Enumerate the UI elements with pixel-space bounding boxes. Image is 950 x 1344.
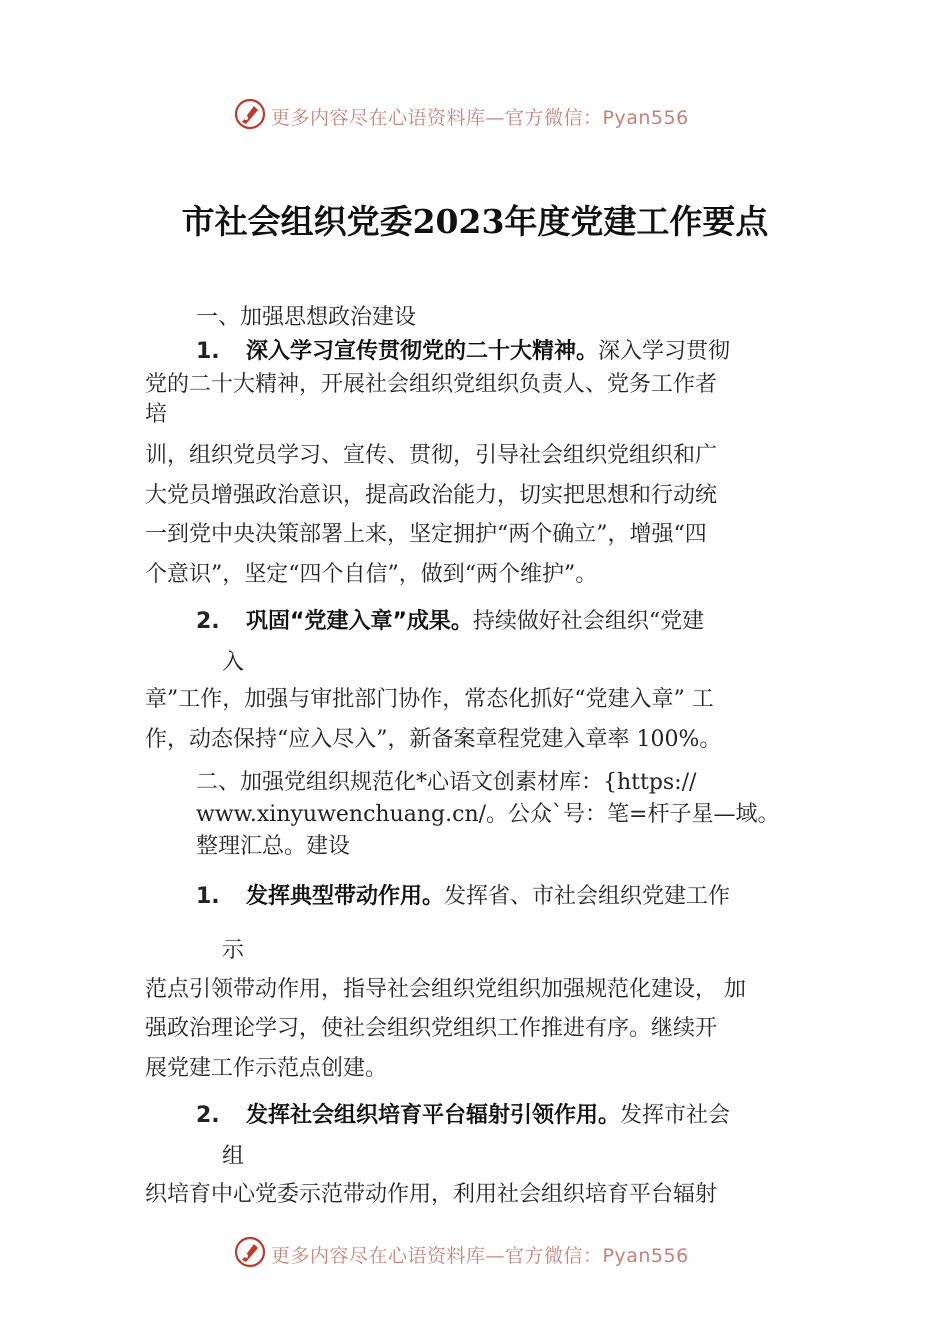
pen-nib-logo-icon [233, 1235, 267, 1269]
wechat-id: Pyan556 [602, 107, 689, 129]
paragraph-line: 展党建工作示范点创建。 [145, 1056, 388, 1081]
paragraph-line: 强政治理论学习，使社会组织党组织工作推进有序。继续开 [145, 1016, 718, 1041]
paragraph-line: 作，动态保持“应入尽入”，新备案章程党建入章率 100%。 [145, 727, 722, 752]
paragraph-line: 织培育中心党委示范带动作用，利用社会组织培育平台辐射 [145, 1182, 718, 1207]
paragraph-line: 1. 深入学习宣传贯彻党的二十大精神。深入学习贯彻 [196, 339, 731, 364]
paragraph-line: 组 [222, 1144, 245, 1169]
paragraph-line: 1. 发挥典型带动作用。发挥省、市社会组织党建工作 [196, 884, 731, 909]
watermark-banner-bottom [233, 1233, 753, 1273]
section-heading-1: 一、加强思想政治建设 [196, 305, 417, 330]
paragraph-line: 整理汇总。建设 [196, 834, 351, 859]
watermark-banner-top [233, 95, 753, 135]
paragraph-heading: 深入学习宣传贯彻党的二十大精神。 [246, 339, 599, 364]
wechat-id: Pyan556 [602, 1245, 689, 1267]
paragraph-line: 党的二十大精神，开展社会组织党组织负责人、党务工作者 [145, 372, 718, 397]
paragraph-line: www.xinyuwenchuang.cn/。公众`号：笔=杆子星—域。 [196, 802, 780, 827]
watermark-text: 更多内容尽在心语资料库—官方微信：Pyan556 [271, 107, 689, 129]
paragraph-heading: 发挥典型带动作用。 [246, 884, 445, 909]
section-heading-2: 二、加强党组织规范化*心语文创素材库：{https:// [196, 770, 697, 795]
watermark-text: 更多内容尽在心语资料库—官方微信：Pyan556 [271, 1245, 689, 1267]
document-title: 市社会组织党委2023年度党建工作要点 [181, 202, 769, 241]
paragraph-line: 范点引领带动作用，指导社会组织党组织加强规范化建设， 加 [145, 977, 746, 1002]
paragraph-heading: 巩固“党建入章”成果。 [246, 609, 473, 634]
paragraph-line: 大党员增强政治意识，提高政治能力，切实把思想和行动统 [145, 483, 718, 508]
paragraph-line: 章”工作，加强与审批部门协作，常态化抓好“党建入章” 工 [145, 687, 714, 712]
paragraph-line: 培 [145, 402, 168, 427]
pen-nib-logo-icon [233, 97, 267, 131]
paragraph-line: 一到党中央决策部署上来，坚定拥护“两个确立”，增强“四 [145, 522, 707, 547]
paragraph-line: 2. 巩固“党建入章”成果。持续做好社会组织“党建 [196, 609, 705, 634]
paragraph-heading: 发挥社会组织培育平台辐射引领作用。 [246, 1103, 621, 1128]
paragraph-line: 入 [222, 650, 245, 675]
paragraph-line: 训，组织党员学习、宣传、贯彻，引导社会组织党组织和广 [145, 443, 718, 468]
paragraph-line: 2. 发挥社会组织培育平台辐射引领作用。发挥市社会 [196, 1103, 731, 1128]
paragraph-line: 个意识”，坚定“四个自信”，做到“两个维护”。 [145, 562, 598, 587]
paragraph-line: 示 [222, 938, 245, 963]
